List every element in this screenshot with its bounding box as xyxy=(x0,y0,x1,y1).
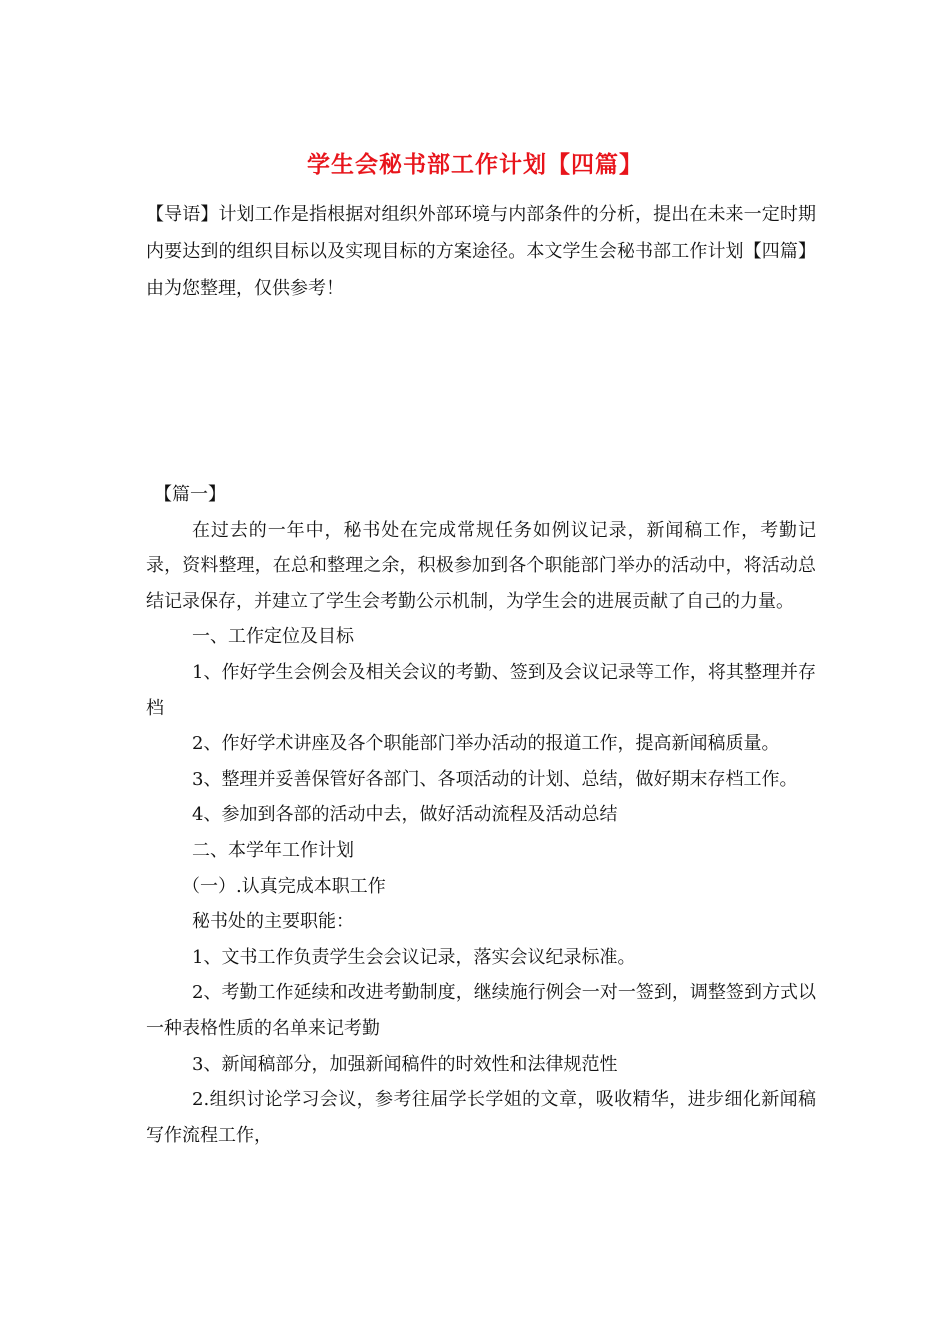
list-item-study-meeting: 2.组织讨论学习会议，参考往届学长学姐的文章，吸收精华，进步细化新闻稿写作流程工作， xyxy=(146,1089,816,1146)
list-item-goal-1: 1、作好学生会例会及相关会议的考勤、签到及会议记录等工作，将其整理并存档 xyxy=(146,661,816,719)
list-item-goal-2: 2、作好学术讲座及各个职能部门举办活动的报道工作，提高新闻稿质量。 xyxy=(192,733,780,755)
heading-annual-plan: 二、本学年工作计划 xyxy=(192,839,354,861)
list-item-goal-3: 3、整理并妥善保管好各部门、各项活动的计划、总结，做好期末存档工作。 xyxy=(192,768,798,790)
intro-paragraph: 【导语】计划工作是指根据对组织外部环境与内部条件的分析，提出在未来一定时期内要达到的组织目标以及实现目标的方案途径。本文学生会秘书部工作计划【四篇】由为您整理，仅供参考！ xyxy=(146,204,816,299)
list-item-function-1: 1、文书工作负责学生会会议记录，落实会议纪录标准。 xyxy=(192,946,636,968)
intro-block xyxy=(146,196,816,307)
text-main-functions: 秘书处的主要职能： xyxy=(192,911,354,933)
document-body xyxy=(146,477,816,1153)
heading-work-positioning: 一、工作定位及目标 xyxy=(192,626,354,648)
subheading-duties: （一）.认真完成本职工作 xyxy=(182,875,386,897)
list-item-function-3: 3、新闻稿部分，加强新闻稿件的时效性和法律规范性 xyxy=(192,1053,618,1075)
list-item-goal-4: 4、参加到各部的活动中去，做好活动流程及活动总结 xyxy=(192,804,618,826)
list-item-function-2: 2、考勤工作延续和改进考勤制度，继续施行例会一对一签到，调整签到方式以一种表格性质的名单来记考勤 xyxy=(146,982,816,1039)
document-title: 学生会秘书部工作计划【四篇】 xyxy=(307,151,643,178)
section-heading: 【篇一】 xyxy=(154,484,226,505)
body-paragraph-summary: 在过去的一年中，秘书处在完成常规任务如例议记录，新闻稿工作，考勤记录，资料整理，在总和整理之余，积极参加到各个职能部门举办的活动中，将活动总结记录保存，并建立了学生会考勤公示机制，为学生会的进展贡献了自己的力量。 xyxy=(146,519,816,612)
